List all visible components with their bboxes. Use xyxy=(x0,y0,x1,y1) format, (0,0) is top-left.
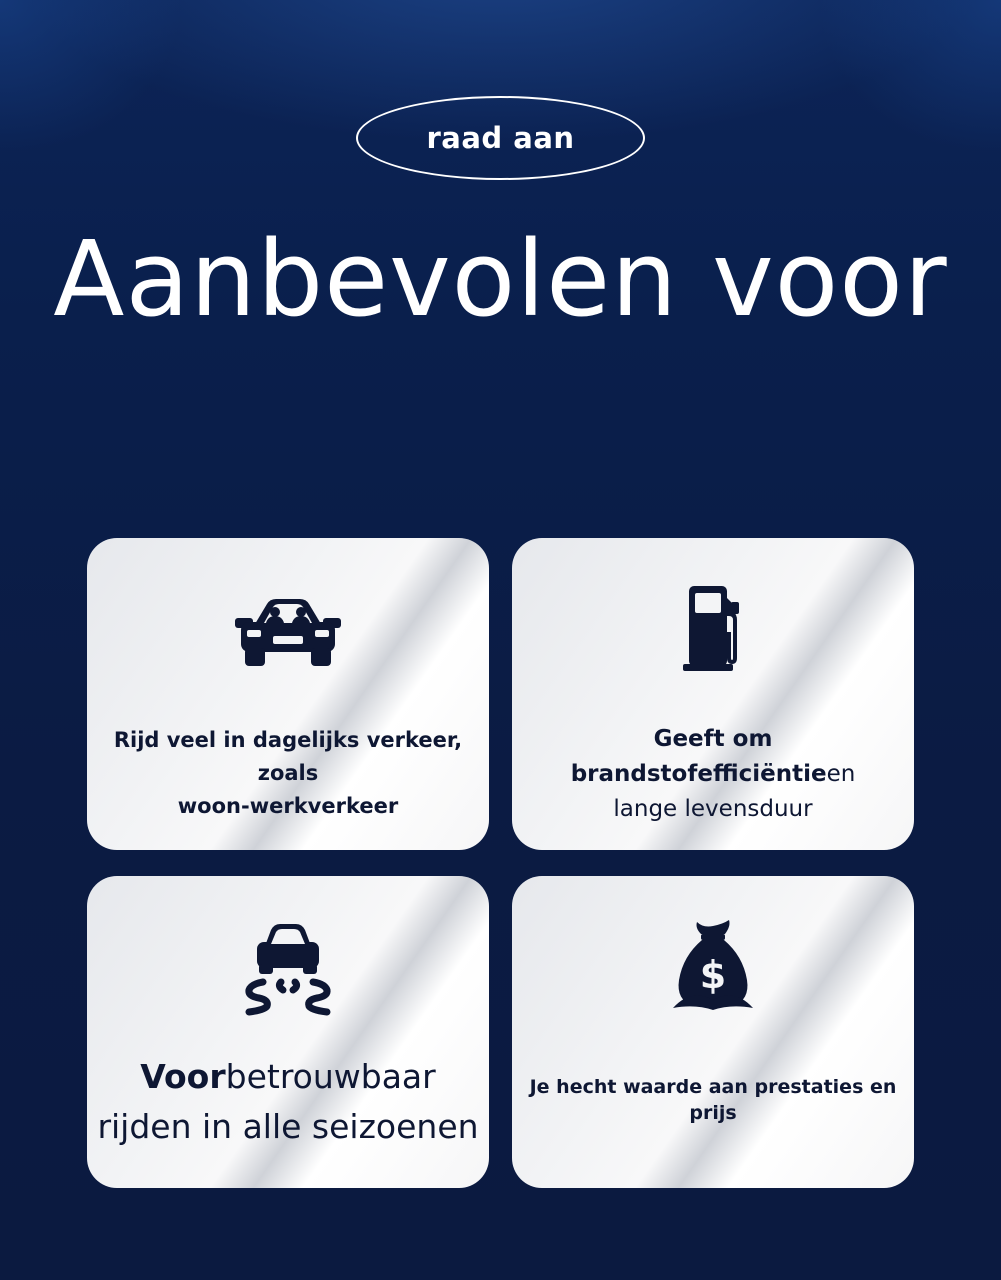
card-fuel-strong: Geeft om brandstofefficiëntie xyxy=(570,726,827,787)
recommend-badge xyxy=(356,96,645,180)
card-fuel-line1 xyxy=(512,722,914,792)
recommendation-card-seasons xyxy=(87,876,489,1188)
card-value-line1: Je hecht waarde aan prestaties en prijs xyxy=(529,1076,897,1124)
recommend-badge-label: raad aan xyxy=(426,121,575,155)
car-front-icon xyxy=(231,596,345,675)
card-value-text xyxy=(512,1074,914,1126)
card-commute-line1: Rijd veel in dagelijks verkeer, zoals xyxy=(113,728,463,785)
card-seasons-strong: Voor xyxy=(140,1057,226,1096)
card-fuel-line2: lange levensduur xyxy=(613,796,813,822)
fuel-pump-icon xyxy=(681,582,745,679)
card-commute-text xyxy=(87,724,489,823)
card-fuel-rest: en xyxy=(826,761,856,787)
card-seasons-text xyxy=(87,1052,489,1152)
card-seasons-rest: betrouwbaar xyxy=(225,1057,436,1096)
card-seasons-line2: rijden in alle seizoenen xyxy=(97,1107,479,1146)
card-seasons-line1 xyxy=(87,1052,489,1102)
recommendation-card-commute xyxy=(87,538,489,850)
page-title: Aanbevolen voor xyxy=(53,218,948,340)
money-bag-icon xyxy=(671,918,755,1019)
card-commute-line2: woon-werkverkeer xyxy=(177,794,399,818)
svg-text:$: $ xyxy=(699,953,727,997)
car-skid-icon xyxy=(237,920,339,1021)
card-fuel-text xyxy=(512,722,914,827)
recommendation-card-fuel xyxy=(512,538,914,850)
recommendation-card-value xyxy=(512,876,914,1188)
